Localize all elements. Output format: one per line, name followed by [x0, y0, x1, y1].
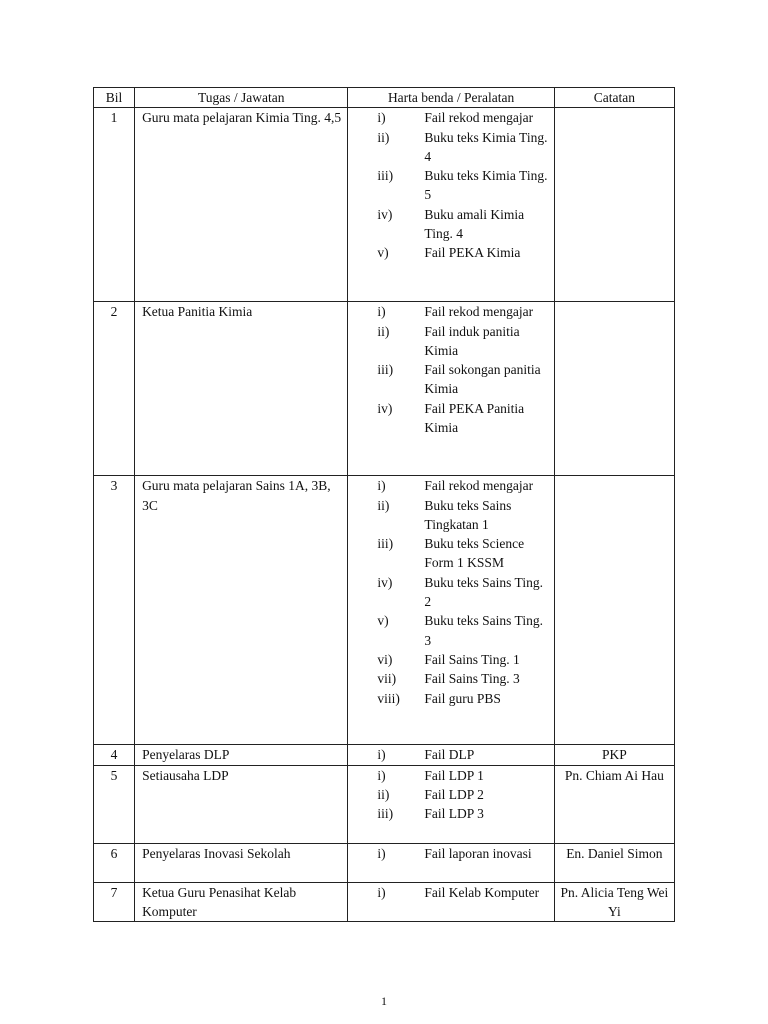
- table-row: [94, 302, 675, 476]
- assets-list: [377, 302, 549, 437]
- row-number: 3: [94, 476, 135, 745]
- item-text: Fail LDP 2: [424, 786, 484, 802]
- page-number: 1: [381, 994, 387, 1008]
- duty-cell: Setiausaha LDP: [135, 765, 348, 843]
- list-item: [377, 669, 549, 688]
- row-number: 6: [94, 843, 135, 882]
- table-row: [94, 108, 675, 302]
- item-number: iii): [377, 168, 394, 184]
- row-number: 5: [94, 765, 135, 843]
- row-number: 1: [94, 108, 135, 302]
- row-number: 4: [94, 745, 135, 765]
- item-number: ii): [377, 323, 390, 339]
- list-item: [377, 804, 549, 823]
- list-item: [377, 476, 549, 495]
- assets-cell: [348, 745, 554, 765]
- notes-cell: [554, 302, 674, 476]
- list-item: [377, 496, 549, 535]
- list-item: [377, 399, 549, 438]
- row-number: 7: [94, 882, 135, 922]
- duty-cell: Ketua Guru Penasihat Kelab Komputer: [135, 882, 348, 922]
- list-item: [377, 785, 549, 804]
- item-text: Fail rekod mengajar: [424, 110, 534, 126]
- item-number: iii): [377, 362, 394, 378]
- list-item: [377, 844, 549, 863]
- list-item: [377, 534, 549, 573]
- item-number: i): [377, 767, 386, 783]
- assets-list: [377, 766, 549, 824]
- notes-cell: Pn. Alicia Teng Wei Yi: [554, 882, 674, 922]
- notes-cell: [554, 108, 674, 302]
- item-number: ii): [377, 786, 390, 802]
- item-text: Buku teks Science Form 1 KSSM: [424, 536, 525, 571]
- item-number: i): [377, 478, 386, 494]
- list-item: [377, 166, 549, 205]
- table-row: [94, 476, 675, 745]
- item-text: Fail Sains Ting. 1: [424, 651, 520, 667]
- item-text: Buku teks Sains Ting. 3: [424, 613, 543, 648]
- item-number: vi): [377, 651, 393, 667]
- assets-list: [377, 745, 549, 764]
- item-number: i): [377, 304, 386, 320]
- notes-cell: En. Daniel Simon: [554, 843, 674, 882]
- item-text: Fail DLP: [424, 747, 475, 763]
- list-item: [377, 243, 549, 262]
- item-text: Fail induk panitia Kimia: [424, 323, 520, 358]
- duty-cell: Penyelaras DLP: [135, 745, 348, 765]
- item-text: Fail LDP 3: [424, 806, 484, 822]
- duty-cell: Guru mata pelajaran Sains 1A, 3B, 3C: [135, 476, 348, 745]
- table-header-row: [94, 88, 675, 108]
- item-text: Buku teks Sains Tingkatan 1: [424, 497, 512, 532]
- assets-list: [377, 883, 549, 902]
- table-row: [94, 745, 675, 765]
- assets-cell: [348, 765, 554, 843]
- item-text: Fail sokongan panitia Kimia: [424, 362, 541, 397]
- item-number: iii): [377, 806, 394, 822]
- item-text: Fail rekod mengajar: [424, 304, 534, 320]
- assets-list: [377, 476, 549, 708]
- duty-cell: Ketua Panitia Kimia: [135, 302, 348, 476]
- assets-list: [377, 108, 549, 262]
- item-number: v): [377, 245, 389, 261]
- item-text: Fail laporan inovasi: [424, 845, 532, 861]
- item-number: viii): [377, 690, 400, 706]
- list-item: [377, 128, 549, 167]
- row-number: 2: [94, 302, 135, 476]
- list-item: [377, 573, 549, 612]
- item-text: Buku teks Kimia Ting. 4: [424, 129, 548, 164]
- header-bil: Bil: [94, 88, 135, 108]
- item-number: i): [377, 845, 386, 861]
- list-item: [377, 766, 549, 785]
- item-text: Fail Kelab Komputer: [424, 884, 540, 900]
- list-item: [377, 883, 549, 902]
- list-item: [377, 360, 549, 399]
- duty-cell: Penyelaras Inovasi Sekolah: [135, 843, 348, 882]
- notes-cell: [554, 476, 674, 745]
- item-number: iv): [377, 400, 393, 416]
- item-text: Fail guru PBS: [424, 690, 501, 706]
- item-number: vii): [377, 671, 397, 687]
- item-number: i): [377, 747, 386, 763]
- item-text: Fail PEKA Kimia: [424, 245, 521, 261]
- item-text: Buku teks Kimia Ting. 5: [424, 168, 548, 203]
- item-number: v): [377, 613, 389, 629]
- item-number: iv): [377, 574, 393, 590]
- table-row: [94, 843, 675, 882]
- list-item: [377, 205, 549, 244]
- list-item: [377, 302, 549, 321]
- item-number: ii): [377, 129, 390, 145]
- notes-cell: Pn. Chiam Ai Hau: [554, 765, 674, 843]
- list-item: [377, 745, 549, 764]
- list-item: [377, 611, 549, 650]
- item-text: Fail rekod mengajar: [424, 478, 534, 494]
- list-item: [377, 689, 549, 708]
- header-catatan: Catatan: [554, 88, 674, 108]
- header-harta: Harta benda / Peralatan: [348, 88, 554, 108]
- item-text: Buku amali Kimia Ting. 4: [424, 206, 525, 242]
- header-tugas: Tugas / Jawatan: [135, 88, 348, 108]
- item-text: Buku teks Sains Ting. 2: [424, 574, 543, 610]
- item-number: i): [377, 884, 386, 900]
- list-item: [377, 650, 549, 669]
- assets-list: [377, 844, 549, 863]
- assets-cell: [348, 882, 554, 922]
- list-item: [377, 322, 549, 361]
- item-text: Fail Sains Ting. 3: [424, 671, 520, 687]
- table-row: [94, 882, 675, 922]
- table-row: [94, 765, 675, 843]
- assets-cell: [348, 302, 554, 476]
- assets-cell: [348, 843, 554, 882]
- notes-cell: PKP: [554, 745, 674, 765]
- item-number: iv): [377, 206, 393, 222]
- inventory-table: [93, 87, 675, 922]
- duty-cell: Guru mata pelajaran Kimia Ting. 4,5: [135, 108, 348, 302]
- item-text: Fail LDP 1: [424, 767, 484, 783]
- item-text: Fail PEKA Panitia Kimia: [424, 400, 525, 436]
- assets-cell: [348, 108, 554, 302]
- item-number: ii): [377, 497, 390, 513]
- assets-cell: [348, 476, 554, 745]
- list-item: [377, 108, 549, 127]
- item-number: i): [377, 110, 386, 126]
- item-number: iii): [377, 536, 394, 552]
